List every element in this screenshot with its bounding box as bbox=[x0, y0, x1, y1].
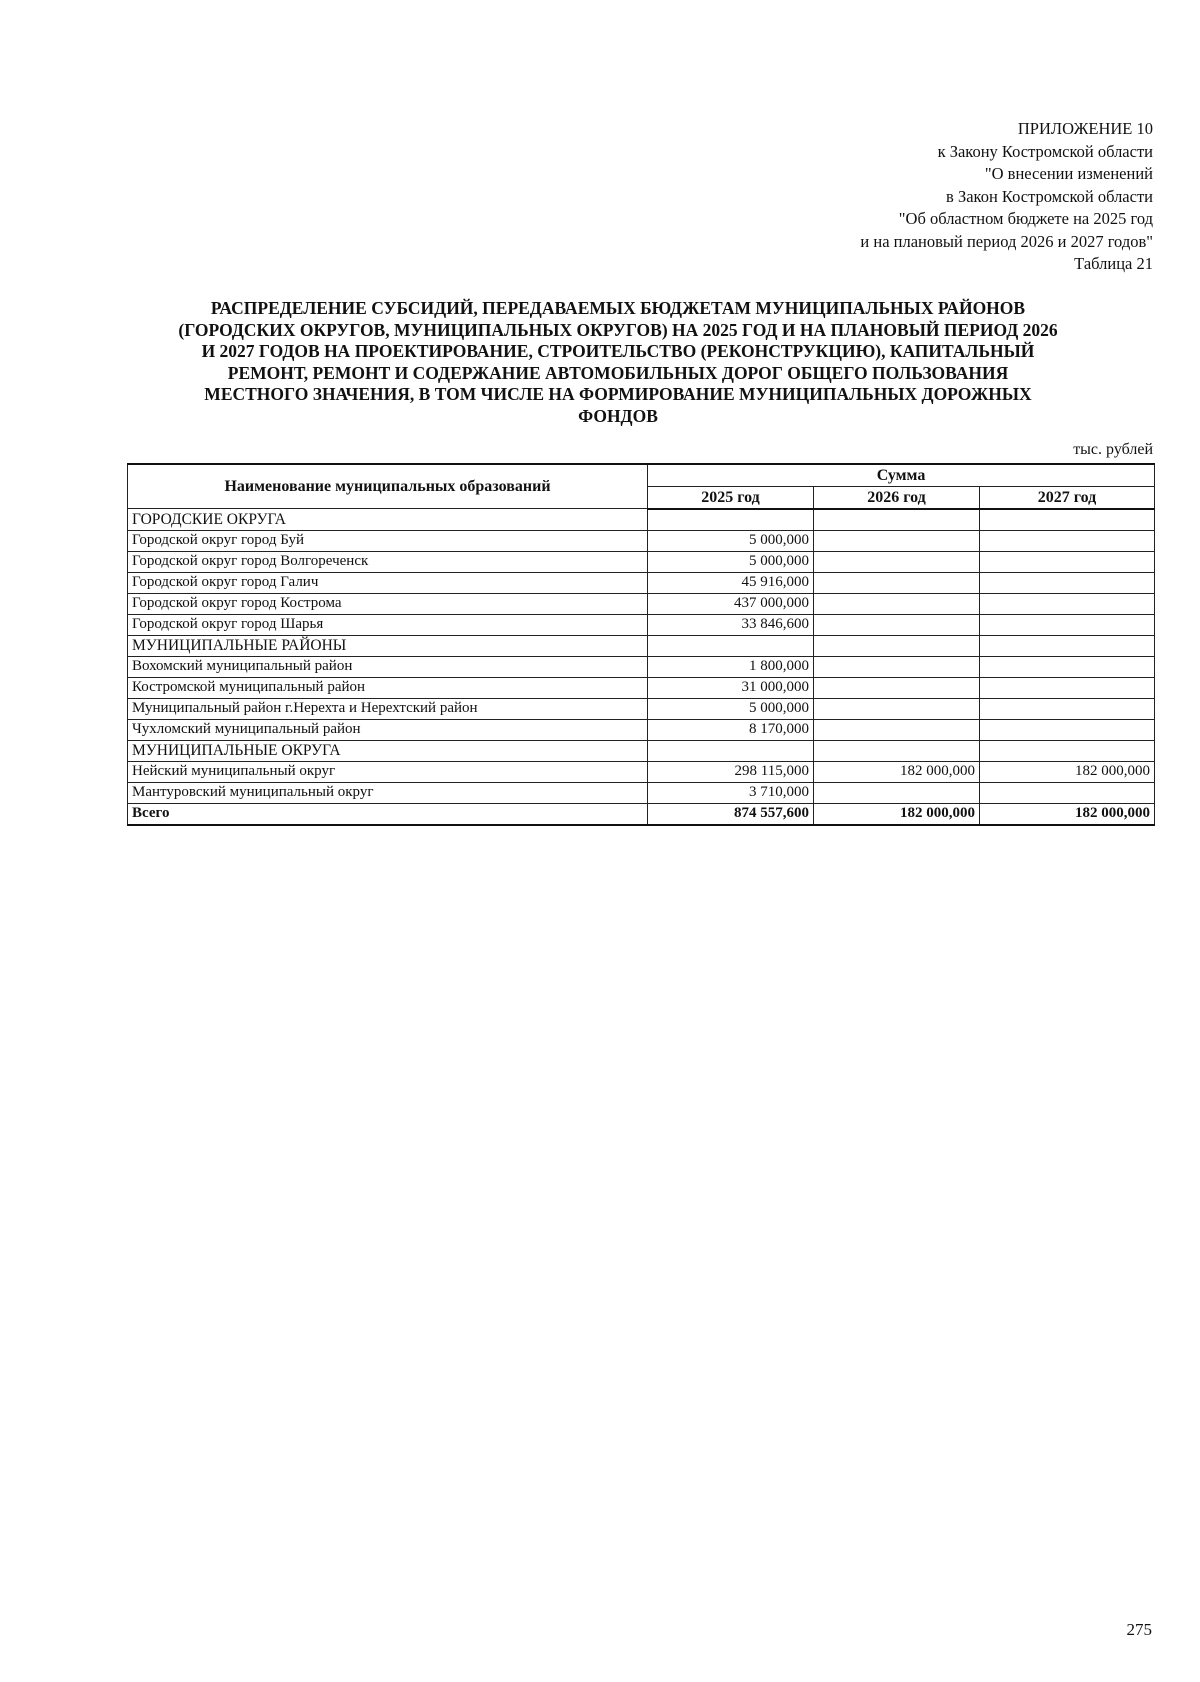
row-name: Костромской муниципальный район bbox=[128, 677, 648, 698]
table-section-row bbox=[128, 635, 1155, 656]
table-section-row bbox=[128, 509, 1155, 531]
table-section-row bbox=[128, 740, 1155, 761]
table-row bbox=[128, 656, 1155, 677]
appendix-block bbox=[860, 118, 1153, 276]
value-2026 bbox=[814, 656, 980, 677]
value-2025 bbox=[648, 740, 814, 761]
column-header-sum: Сумма bbox=[648, 464, 1155, 486]
value-2025: 5 000,000 bbox=[648, 698, 814, 719]
column-header-name: Наименование муниципальных образований bbox=[128, 464, 648, 509]
value-2027 bbox=[980, 572, 1155, 593]
title-line: И 2027 ГОДОВ НА ПРОЕКТИРОВАНИЕ, СТРОИТЕЛЬСТВО (РЕКОНСТРУКЦИЮ), КАПИТАЛЬНЫЙ bbox=[201, 341, 1035, 361]
row-name: Мантуровский муниципальный округ bbox=[128, 782, 648, 803]
value-2025: 1 800,000 bbox=[648, 656, 814, 677]
appendix-line: "О внесении изменений bbox=[984, 164, 1153, 183]
table-body bbox=[128, 509, 1155, 825]
table-header bbox=[128, 464, 1155, 509]
value-2027 bbox=[980, 509, 1155, 531]
value-2027 bbox=[980, 740, 1155, 761]
value-2027 bbox=[980, 635, 1155, 656]
table-row bbox=[128, 782, 1155, 803]
row-name: Городской округ город Галич bbox=[128, 572, 648, 593]
row-name: Муниципальный район г.Нерехта и Нерехтский район bbox=[128, 698, 648, 719]
value-2027 bbox=[980, 782, 1155, 803]
value-2025 bbox=[648, 509, 814, 531]
units-label: тыс. рублей bbox=[1073, 441, 1153, 458]
table-row bbox=[128, 761, 1155, 782]
appendix-line: в Закон Костромской области bbox=[946, 186, 1153, 206]
table-row bbox=[128, 614, 1155, 635]
value-2026 bbox=[814, 698, 980, 719]
value-2025: 5 000,000 bbox=[648, 551, 814, 572]
table-row bbox=[128, 698, 1155, 719]
value-2027 bbox=[980, 530, 1155, 551]
value-2026 bbox=[814, 677, 980, 698]
value-2025: 437 000,000 bbox=[648, 593, 814, 614]
value-2026 bbox=[814, 740, 980, 761]
value-2026: 182 000,000 bbox=[814, 761, 980, 782]
appendix-line: к Закону Костромской области bbox=[937, 141, 1153, 161]
title-line: (ГОРОДСКИХ ОКРУГОВ, МУНИЦИПАЛЬНЫХ ОКРУГОВ) НА 2025 ГОД И НА ПЛАНОВЫЙ ПЕРИОД 2026 bbox=[178, 319, 1058, 340]
value-2027 bbox=[980, 593, 1155, 614]
total-label: Всего bbox=[128, 803, 648, 825]
subsidy-table bbox=[127, 463, 1155, 826]
appendix-line: "Об областном бюджете на 2025 год bbox=[898, 209, 1153, 228]
value-2026 bbox=[814, 719, 980, 740]
table-total-row bbox=[128, 803, 1155, 825]
row-name: МУНИЦИПАЛЬНЫЕ ОКРУГА bbox=[128, 740, 648, 761]
value-2027 bbox=[980, 677, 1155, 698]
value-2025: 31 000,000 bbox=[648, 677, 814, 698]
column-header-2026: 2026 год bbox=[814, 486, 980, 508]
table-number: Таблица 21 bbox=[1074, 254, 1153, 273]
table-row bbox=[128, 572, 1155, 593]
total-2026: 182 000,000 bbox=[814, 803, 980, 825]
value-2027 bbox=[980, 719, 1155, 740]
value-2026 bbox=[814, 551, 980, 572]
value-2025: 45 916,000 bbox=[648, 572, 814, 593]
row-name: Нейский муниципальный округ bbox=[128, 761, 648, 782]
row-name: Городской округ город Шарья bbox=[128, 614, 648, 635]
value-2027 bbox=[980, 614, 1155, 635]
value-2025 bbox=[648, 635, 814, 656]
value-2026 bbox=[814, 593, 980, 614]
row-name: ГОРОДСКИЕ ОКРУГА bbox=[128, 509, 648, 531]
value-2025: 5 000,000 bbox=[648, 530, 814, 551]
value-2026 bbox=[814, 530, 980, 551]
appendix-line: и на плановый период 2026 и 2027 годов" bbox=[860, 231, 1153, 251]
value-2026 bbox=[814, 614, 980, 635]
value-2027 bbox=[980, 698, 1155, 719]
row-name: Чухломский муниципальный район bbox=[128, 719, 648, 740]
value-2026 bbox=[814, 635, 980, 656]
value-2027: 182 000,000 bbox=[980, 761, 1155, 782]
value-2026 bbox=[814, 782, 980, 803]
row-name: Вохомский муниципальный район bbox=[128, 656, 648, 677]
value-2026 bbox=[814, 509, 980, 531]
row-name: Городской округ город Кострома bbox=[128, 593, 648, 614]
value-2025: 3 710,000 bbox=[648, 782, 814, 803]
appendix-line: ПРИЛОЖЕНИЕ 10 bbox=[1017, 119, 1153, 138]
title-line: МЕСТНОГО ЗНАЧЕНИЯ, В ТОМ ЧИСЛЕ НА ФОРМИРОВАНИЕ МУНИЦИПАЛЬНЫХ ДОРОЖНЫХ bbox=[204, 384, 1032, 404]
column-header-2027: 2027 год bbox=[980, 486, 1155, 508]
total-2027: 182 000,000 bbox=[980, 803, 1155, 825]
value-2025: 8 170,000 bbox=[648, 719, 814, 740]
value-2026 bbox=[814, 572, 980, 593]
table-row bbox=[128, 593, 1155, 614]
title-line: РАСПРЕДЕЛЕНИЕ СУБСИДИЙ, ПЕРЕДАВАЕМЫХ БЮДЖЕТАМ МУНИЦИПАЛЬНЫХ РАЙОНОВ bbox=[210, 298, 1026, 318]
table-row bbox=[128, 530, 1155, 551]
value-2027 bbox=[980, 551, 1155, 572]
table-row bbox=[128, 551, 1155, 572]
title-line: РЕМОНТ, РЕМОНТ И СОДЕРЖАНИЕ АВТОМОБИЛЬНЫХ ДОРОГ ОБЩЕГО ПОЛЬЗОВАНИЯ bbox=[227, 362, 1009, 383]
table-row bbox=[128, 719, 1155, 740]
row-name: МУНИЦИПАЛЬНЫЕ РАЙОНЫ bbox=[128, 635, 648, 656]
document-title bbox=[118, 298, 1118, 427]
table-row bbox=[128, 677, 1155, 698]
title-line: ФОНДОВ bbox=[578, 405, 658, 426]
row-name: Городской округ город Волгореченск bbox=[128, 551, 648, 572]
value-2025: 298 115,000 bbox=[648, 761, 814, 782]
total-2025: 874 557,600 bbox=[648, 803, 814, 825]
row-name: Городской округ город Буй bbox=[128, 530, 648, 551]
page-number: 275 bbox=[1126, 1620, 1152, 1639]
value-2025: 33 846,600 bbox=[648, 614, 814, 635]
column-header-2025: 2025 год bbox=[648, 486, 814, 508]
value-2027 bbox=[980, 656, 1155, 677]
